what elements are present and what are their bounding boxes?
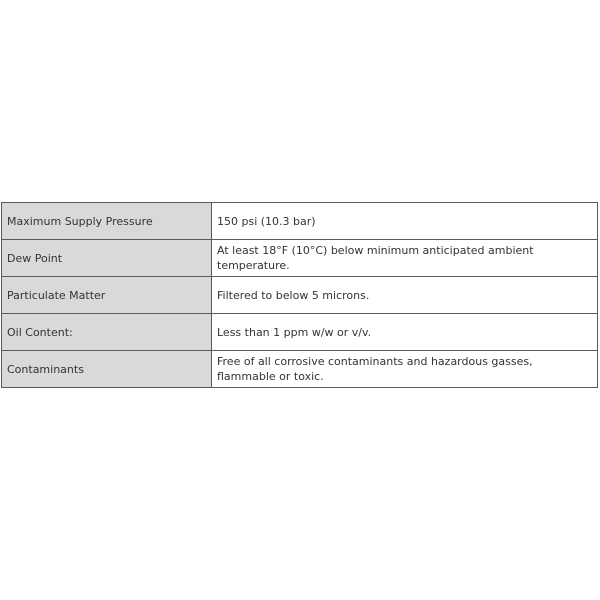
spec-label: Oil Content: [2,314,212,351]
table-row [2,277,598,314]
spec-value: At least 18°F (10°C) below minimum anticipated ambient temperature. [212,240,598,277]
spec-label: Maximum Supply Pressure [2,203,212,240]
table-row [2,314,598,351]
spec-value: Filtered to below 5 microns. [212,277,598,314]
spec-value: 150 psi (10.3 bar) [212,203,598,240]
spec-label: Particulate Matter [2,277,212,314]
spec-label: Contaminants [2,351,212,388]
spec-value: Free of all corrosive contaminants and hazardous gasses, flammable or toxic. [212,351,598,388]
table-row [2,240,598,277]
table-row [2,203,598,240]
spec-label: Dew Point [2,240,212,277]
table-row [2,351,598,388]
spec-value: Less than 1 ppm w/w or v/v. [212,314,598,351]
air-supply-spec-table [1,202,598,388]
